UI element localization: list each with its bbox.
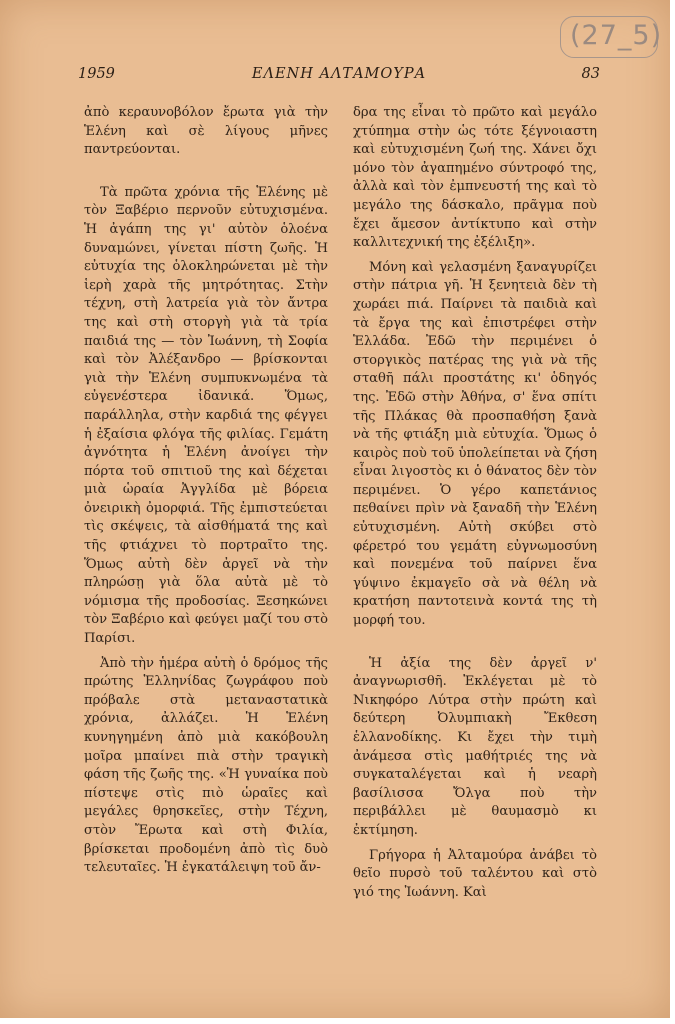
page-number: 83: [581, 66, 600, 82]
paragraph: Τὰ πρῶτα χρόνια τῆς Ἑλένης μὲ τὸν Ξαβέριο περνοῦν εὐτυχισμένα. Ἡ ἀγάπη της γι' αὐτὸν ὁλοένα δυναμώνει, γίνεται πίστη ζωῆς. Ἡ εὐτυχία της ὁλοκληρώνεται μὲ τὴν ἱερὴ χαρὰ τῆς μητρότητας. Στὴν τέχνη, στὴ λατρεία γιὰ τὸν ἄντρα της καὶ στὴ στοργὴ γιὰ τὰ τρία παιδιά της — τὸν Ἰωάννη, τὴ Σοφία καὶ τὸν Ἀλέξανδρο — βρίσκονται γιὰ τὴν Ἑλένη συμπυκνωμένα τὰ εὐγενέστερα ἰδανικά. Ὅμως, παράλληλα, στὴν καρδιά της φέγγει ἡ ἐξαίσια φλόγα τῆς φιλίας. Γεμάτη ἀγνότητα ἡ Ἑλένη ἀνοίγει τὴν πόρτα τοῦ σπιτιοῦ της καὶ δέχεται μιὰ ὡραία Ἀγγλίδα μὲ βόρεια ὀνειρικὴ ὀμορφιά. Τῆς ἐμπιστεύεται τὶς σκέψεις, τὰ αἰσθήματά της καὶ τῆς φτιάχνει τὸ πορτραῖτο της. Ὅμως αὐτὴ δὲν ἀργεῖ νὰ τὴν πληρώσῃ γιὰ ὅλα αὐτὰ μὲ τὸ νόμισμα τῆς προδοσίας. Ξεσηκώνει τὸν Ξαβέριο καὶ φεύγει μαζί του στὸ Παρίσι.: [84, 184, 328, 647]
running-header: [78, 66, 600, 88]
right-column: [353, 104, 597, 902]
paragraph: ἀπὸ κεραυνοβόλον ἔρωτα γιὰ τὴν Ἑλένη καὶ σὲ λίγους μῆνες παντρεύονται.: [84, 105, 328, 158]
left-column: [84, 104, 328, 878]
paragraph: Μόνη καὶ γελασμένη ξαναγυρίζει στὴν πάτρια γῆ. Ἡ ξενητειὰ δὲν τὴ χωράει πιά. Παίρνει τὰ παιδιὰ καὶ τὰ ἔργα της καὶ ἐπιστρέφει στὴν Ἑλλάδα. Ἐδῶ τὴν περιμένει ὁ στοργικὸς πατέρας της γιὰ νὰ τῆς σταθῆ πάλι προστάτης κι' ὁδηγός της. Ἐδῶ στὴν Ἀθήνα, σ' ἕνα σπίτι τῆς Πλάκας θὰ προσπαθήση ξανὰ νὰ τῆς φτιάξη μιὰ εὐτυχία. Ὅμως ὁ καιρὸς ποὺ τοῦ ὑπολείπεται νὰ ζήση εἶναι λιγοστὸς κι ὁ θάνατος δὲν τὸν περιμένει. Ὁ γέρο καπετάνιος πεθαίνει πρὶν νὰ ξαναδῆ τὴν Ἑλένη εὐτυχισμένη. Αὐτὴ σκύβει στὸ φέρετρό του γεμάτη εὐγνωμοσύνη καὶ πονεμένα τοῦ παίρνει ἕνα γύψινο ἐκμαγεῖο σὰ νὰ θέλη νὰ κρατήση παντοτεινὰ κοντά της τὴ μορφή του.: [353, 259, 597, 629]
header-title: ΕΛΕΝΗ ΑΛΤΑΜΟΥΡΑ: [251, 66, 427, 82]
stamp-text: (27_5): [570, 20, 663, 51]
archive-number-stamp: [560, 16, 663, 62]
paragraph: δρα της εἶναι τὸ πρῶτο καὶ μεγάλο χτύπημα στὴν ὡς τότε ξέγνοιαστη καὶ εὐτυχισμένη ζωή της. Χάνει ὄχι μόνο τὸν ἀγαπημένο σύντροφό της, ἀλλὰ καὶ τὸν ἐμπνευστή της καὶ τὸ μεγάλο της δάσκαλο, πρᾶγμα ποὺ ἔχει ἄμεσον ἀντίκτυπο καὶ στὴν καλλιτεχνική της ἐξέλιξη».: [353, 105, 597, 251]
paragraph: Ἡ ἀξία της δὲν ἀργεῖ ν' ἀναγνωρισθῆ. Ἐκλέγεται μὲ τὸ Νικηφόρο Λύτρα στὴν πρώτη καὶ δεύτερη Ὀλυμπιακὴ Ἔκθεση ἑλλανοδίκης. Κι ἔχει τὴν τιμὴ ἀνάμεσα στὶς μαθήτριές της νὰ συγκαταλέγεται καὶ ἡ νεαρὴ βασίλισσα Ὄλγα ποὺ τὴν περιβάλλει μὲ θαυμασμὸ κι ἐκτίμηση.: [353, 655, 597, 838]
paragraph: Ἀπὸ τὴν ἡμέρα αὐτὴ ὁ δρόμος τῆς πρώτης Ἑλληνίδας ζωγράφου ποὺ πρόβαλε στὰ μεταναστατικὰ χρόνια, ἀλλάζει. Ἡ Ἑλένη κυνηγημένη ἀπὸ μιὰ κακόβουλη μοῖρα μπαίνει πιὰ στὴν τραγικὴ φάση τῆς ζωῆς της. «Ἡ γυναίκα ποὺ πίστεψε στὶς πιὸ ὡραῖες καὶ μεγάλες θρησκεῖες, στὴν Τέχνη, στὸν Ἔρωτα καὶ στὴ Φιλία, βρίσκεται προδομένη ἀπὸ τὶς δυὸ τελευταῖες. Ἡ ἐγκατάλειψη τοῦ ἄν-: [84, 655, 328, 876]
paragraph: Γρήγορα ἡ Ἀλταμούρα ἀνάβει τὸ θεῖο πυρσὸ τοῦ ταλέντου καὶ στὸ γιό της Ἰωάννη. Καὶ: [353, 847, 597, 900]
header-year: 1959: [78, 66, 115, 82]
